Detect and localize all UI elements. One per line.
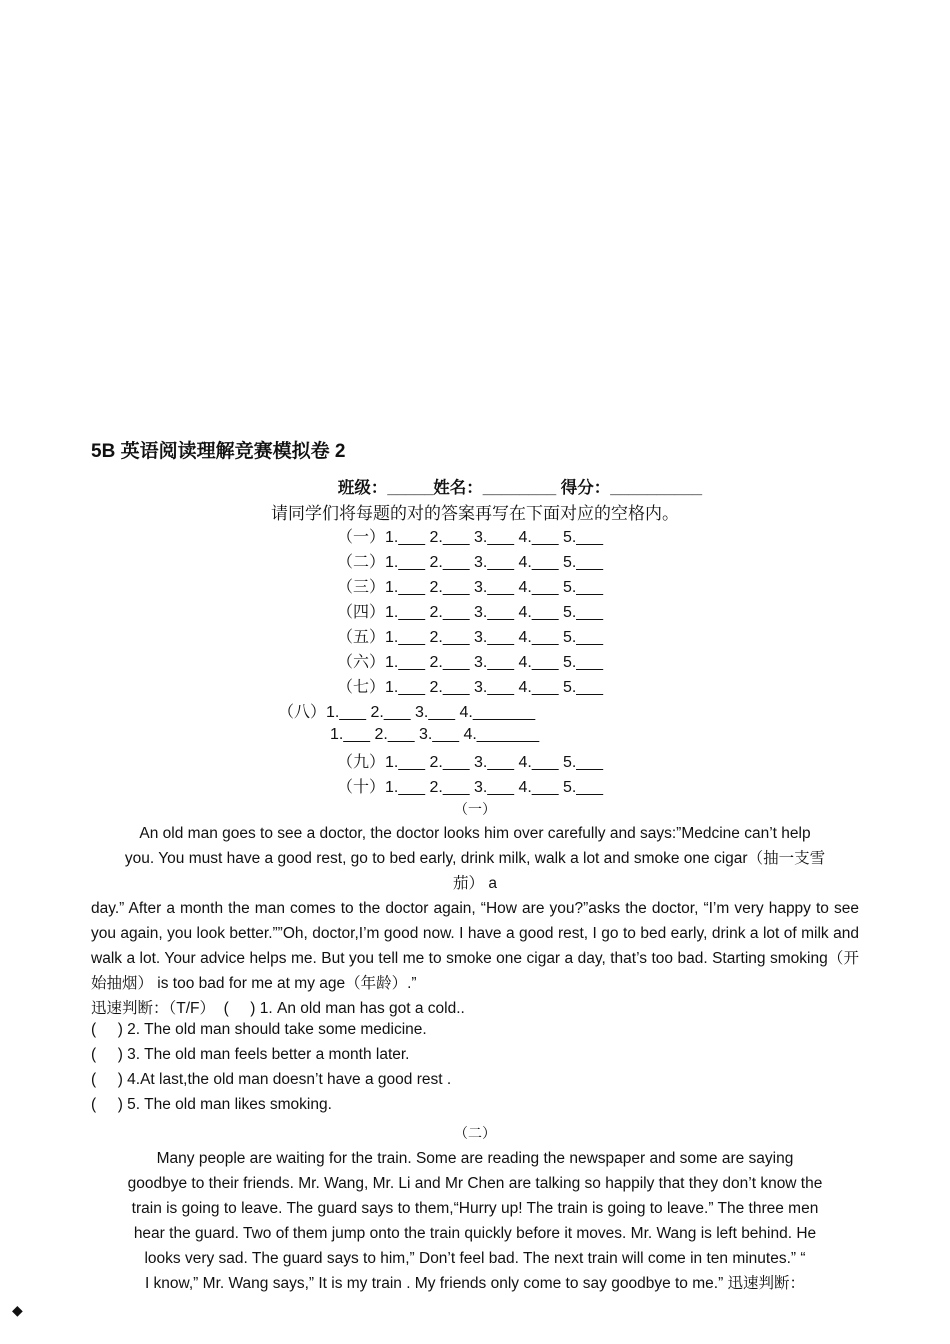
answer-row: （十）1.___ 2.___ 3.___ 4.___ 5.___ <box>337 777 603 796</box>
question-item: ( ) 5. The old man likes smoking. <box>91 1096 332 1113</box>
question-item: 迅速判断：（T/F） ( ) 1. An old man has got a cold.. <box>91 1000 465 1017</box>
question-item: ( ) 4.At last,the old man doesn’t have a good rest . <box>91 1071 452 1088</box>
answer-row: （六）1.___ 2.___ 3.___ 4.___ 5.___ <box>337 652 603 671</box>
answer-row: （三）1.___ 2.___ 3.___ 4.___ 5.___ <box>337 577 603 596</box>
passage-line: train is going to leave. The guard says to them,“Hurry up! The train is going to leave.” The three men <box>131 1200 819 1217</box>
answer-row: （四）1.___ 2.___ 3.___ 4.___ 5.___ <box>337 602 603 621</box>
passage-line: An old man goes to see a doctor, the doctor looks him over carefully and says:”Medcine can’t help <box>139 825 811 842</box>
answer-row: 1.___ 2.___ 3.___ 4._______ <box>330 726 540 743</box>
document-title: 5B 英语阅读理解竞赛模拟卷 2 <box>91 441 346 462</box>
answer-row: （七）1.___ 2.___ 3.___ 4.___ 5.___ <box>337 677 603 696</box>
student-info-line: 班级：_____姓名：________ 得分：__________ <box>337 479 703 497</box>
answer-row: （九）1.___ 2.___ 3.___ 4.___ 5.___ <box>337 752 603 771</box>
passage-line: goodbye to their friends. Mr. Wang, Mr. Li and Mr Chen are talking so happily that they don’t know the <box>127 1175 823 1192</box>
passage-line: 茄） a <box>453 875 497 892</box>
passage-line: hear the guard. Two of them jump onto the train quickly before it moves. Mr. Wang is left behind. He <box>133 1225 817 1242</box>
answer-row: （一）1.___ 2.___ 3.___ 4.___ 5.___ <box>337 527 603 546</box>
section-heading: （一） <box>454 802 496 818</box>
passage-line: I know,” Mr. Wang says,” It is my train . My friends only come to say goodbye to me.” 迅速判断： <box>144 1275 806 1292</box>
passage-paragraph: day.” After a month the man comes to the doctor again, “How are you?”asks the doctor, “I’m very happy to see you again, you look better.””Oh, doctor,I’m good now. I have a good rest, I go to bed early, drink a lot of milk and walk a lot. Your advice helps me. But you tell me to smoke one cigar a day, that’s too bad. Starting smoking（开始抽烟） is too bad for me at my age（年龄）.” <box>91 900 859 992</box>
question-item: ( ) 2. The old man should take some medicine. <box>91 1021 427 1038</box>
answer-row: （二）1.___ 2.___ 3.___ 4.___ 5.___ <box>337 552 603 571</box>
passage-line: looks very sad. The guard says to him,” Don’t feel bad. The next train will come in ten minutes.” “ <box>144 1250 806 1267</box>
diamond-bullet-icon: ◆ <box>12 1302 23 1318</box>
section-heading: （二） <box>454 1126 496 1142</box>
answer-row: （五）1.___ 2.___ 3.___ 4.___ 5.___ <box>337 627 603 646</box>
passage-line: you. You must have a good rest, go to bed early, drink milk, walk a lot and smoke one cigar（抽一支雪 <box>124 850 826 867</box>
question-item: ( ) 3. The old man feels better a month later. <box>91 1046 410 1063</box>
instruction-text: 请同学们将每题的对的答案再写在下面对应的空格内。 <box>271 504 679 524</box>
answer-row: （八）1.___ 2.___ 3.___ 4._______ <box>278 702 536 721</box>
passage-line: Many people are waiting for the train. Some are reading the newspaper and some are saying <box>156 1150 794 1167</box>
